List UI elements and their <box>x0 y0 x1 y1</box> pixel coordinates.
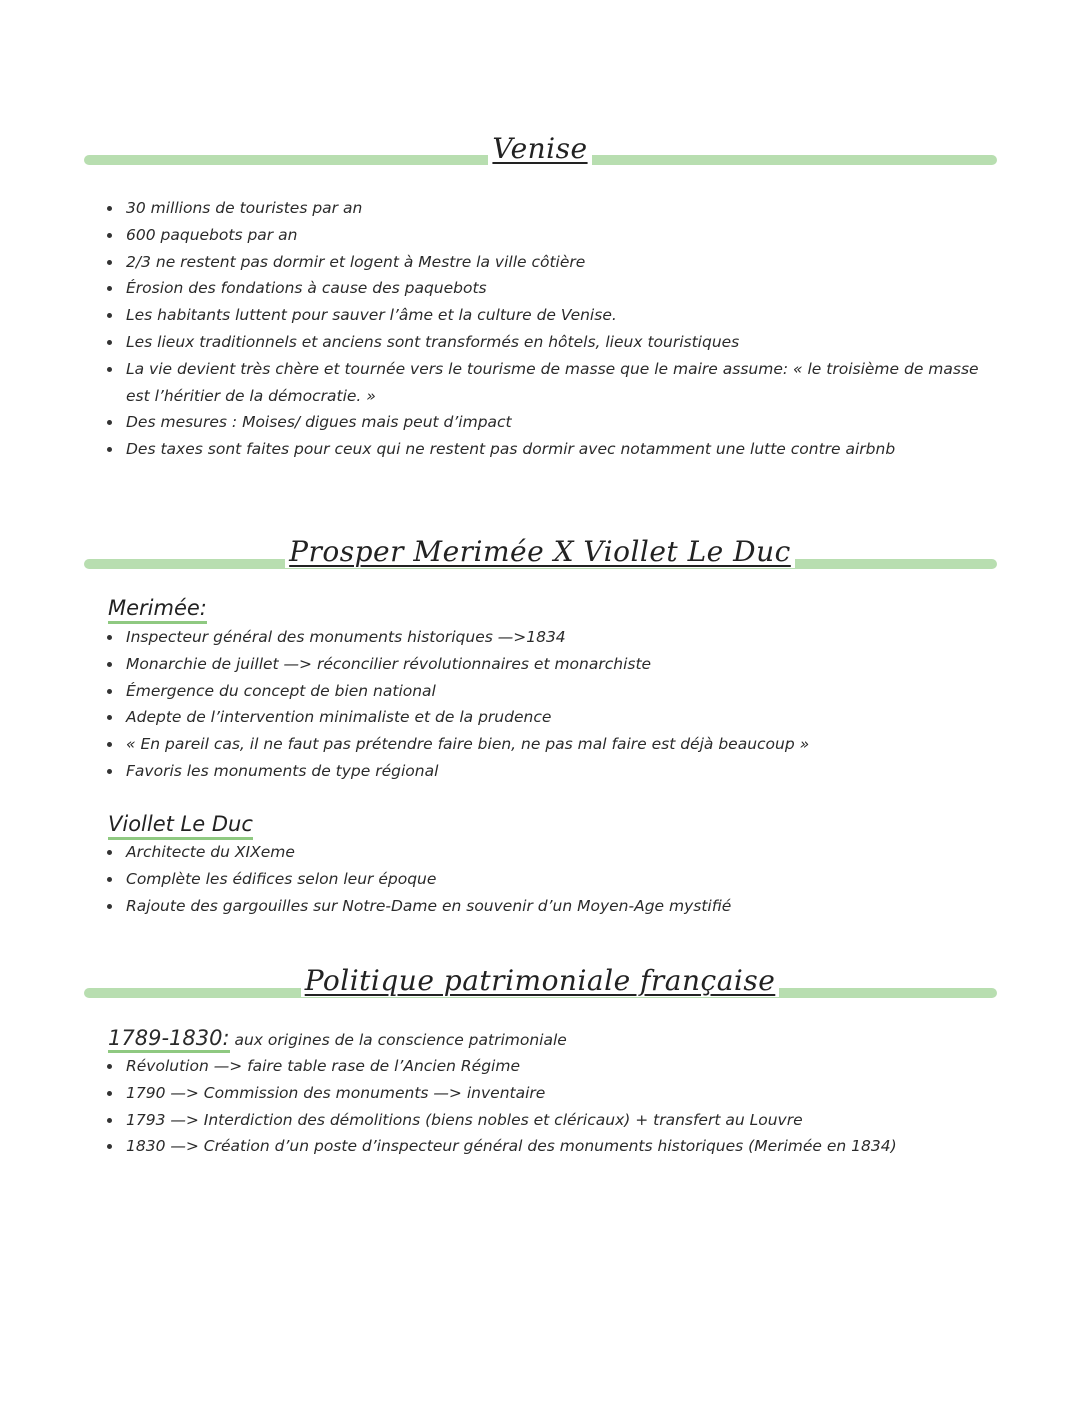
venise-title: Venise <box>0 132 1080 165</box>
viollet-list <box>108 839 986 919</box>
list-item: Favoris les monuments de type régional <box>126 758 986 785</box>
date-range: 1789-1830: <box>108 1026 230 1053</box>
list-item: Inspecteur général des monuments historiques —>1834 <box>126 624 986 651</box>
list-item: Les habitants luttent pour sauver l’âme et la culture de Venise. <box>126 302 986 329</box>
list-item: Des taxes sont faites pour ceux qui ne restent pas dormir avec notamment une lutte contre airbnb <box>126 436 986 463</box>
merimee-list <box>108 624 986 785</box>
merimee-heading: Merimée: <box>108 596 207 620</box>
politique-title: Politique patrimoniale française <box>0 964 1080 997</box>
list-item: Des mesures : Moises/ digues mais peut d’impact <box>126 409 986 436</box>
list-item: Architecte du XIXeme <box>126 839 986 866</box>
list-item: Monarchie de juillet —> réconcilier révolutionnaires et monarchiste <box>126 651 986 678</box>
list-item: « En pareil cas, il ne faut pas prétendre faire bien, ne pas mal faire est déjà beaucoup » <box>126 731 986 758</box>
politique-date-heading <box>108 1026 567 1050</box>
viollet-heading: Viollet Le Duc <box>108 812 253 836</box>
list-item: Les lieux traditionnels et anciens sont transformés en hôtels, lieux touristiques <box>126 329 986 356</box>
list-item: Émergence du concept de bien national <box>126 678 986 705</box>
list-item: Révolution —> faire table rase de l’Ancien Régime <box>126 1053 1006 1080</box>
venise-list <box>108 195 986 463</box>
merimee-viollet-title: Prosper Merimée X Viollet Le Duc <box>0 535 1080 568</box>
list-item: 30 millions de touristes par an <box>126 195 986 222</box>
list-item: Adepte de l’intervention minimaliste et de la prudence <box>126 704 986 731</box>
list-item: Érosion des fondations à cause des paquebots <box>126 275 986 302</box>
list-item: 1830 —> Création d’un poste d’inspecteur général des monuments historiques (Merimée en 1834) <box>126 1133 1006 1160</box>
politique-list <box>108 1053 1006 1160</box>
list-item: Complète les édifices selon leur époque <box>126 866 986 893</box>
list-item: La vie devient très chère et tournée vers le tourisme de masse que le maire assume: « le troisième de masse est l’héritier de la démocratie. » <box>126 356 986 410</box>
list-item: 1790 —> Commission des monuments —> inventaire <box>126 1080 1006 1107</box>
merimee-viollet-section-header <box>0 535 1080 575</box>
list-item: 600 paquebots par an <box>126 222 986 249</box>
list-item: Rajoute des gargouilles sur Notre-Dame en souvenir d’un Moyen-Age mystifié <box>126 893 986 920</box>
list-item: 1793 —> Interdiction des démolitions (biens nobles et cléricaux) + transfert au Louvre <box>126 1107 1006 1134</box>
list-item: 2/3 ne restent pas dormir et logent à Mestre la ville côtière <box>126 249 986 276</box>
venise-section-header <box>0 132 1080 172</box>
politique-section-header <box>0 964 1080 1004</box>
date-subtitle: aux origines de la conscience patrimoniale <box>234 1031 567 1049</box>
